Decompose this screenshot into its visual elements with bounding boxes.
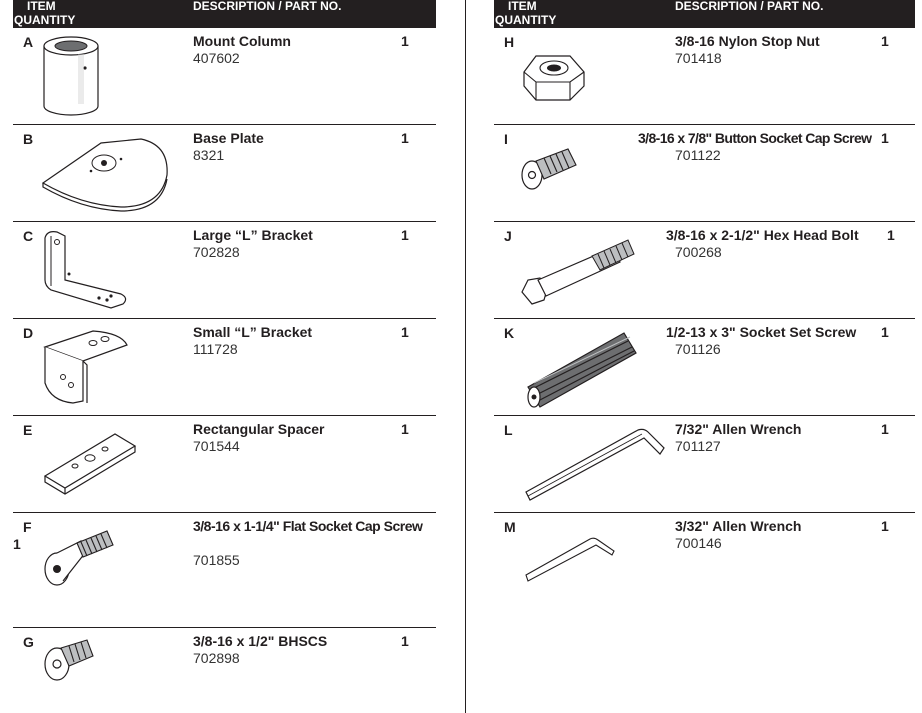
part-number: 702898 [193, 650, 240, 666]
nylon-stop-nut-icon [522, 50, 586, 102]
part-name: 3/8-16 x 1-1/4" Flat Socket Cap Screw [193, 518, 423, 534]
part-name: 3/8-16 Nylon Stop Nut [675, 33, 820, 49]
part-name: 3/8-16 x 1/2" BHSCS [193, 633, 328, 649]
mount-column-icon [41, 34, 101, 120]
part-name: Large “L” Bracket [193, 227, 313, 243]
part-letter: D [23, 325, 34, 341]
header-quantity: QUANTITY [495, 13, 557, 27]
header-quantity: QUANTITY [14, 13, 76, 27]
part-quantity: 1 [881, 421, 889, 437]
flat-socket-cap-screw-icon [43, 531, 115, 587]
part-letter: K [504, 325, 515, 341]
part-number: 407602 [193, 50, 240, 66]
part-number: 701122 [675, 147, 721, 163]
part-row-m [494, 513, 915, 609]
part-name: 3/32" Allen Wrench [675, 518, 802, 534]
table-header [13, 0, 436, 28]
part-number: 701544 [193, 438, 240, 454]
part-number: 700268 [675, 244, 722, 260]
part-quantity: 1 [401, 33, 409, 49]
parts-column-left [13, 0, 436, 713]
part-letter: I [504, 131, 508, 147]
part-quantity: 1 [881, 324, 889, 340]
part-letter: A [23, 34, 34, 50]
part-quantity: 1 [881, 130, 889, 146]
hex-head-bolt-icon [520, 232, 636, 308]
part-letter: H [504, 34, 515, 50]
part-letter: F [23, 519, 32, 535]
allen-wrench-large-icon [524, 426, 668, 500]
part-row-h [494, 28, 915, 125]
parts-column-right [494, 0, 915, 713]
bhscs-icon [43, 636, 99, 684]
part-row-j [494, 222, 915, 319]
part-row-f [13, 513, 436, 628]
part-row-i [494, 125, 915, 222]
part-quantity: 1 [13, 536, 21, 552]
part-name: 1/2-13 x 3" Socket Set Screw [666, 324, 857, 340]
table-header [494, 0, 915, 28]
part-number: 702828 [193, 244, 240, 260]
part-row-d [13, 319, 436, 416]
part-quantity: 1 [881, 518, 889, 534]
part-name: Small “L” Bracket [193, 324, 313, 340]
part-name: 3/8-16 x 2-1/2" Hex Head Bolt [666, 227, 859, 243]
small-l-bracket-icon [43, 327, 133, 409]
part-quantity: 1 [401, 227, 409, 243]
column-divider [465, 0, 466, 713]
part-number: 700146 [675, 535, 722, 551]
part-letter: L [504, 422, 513, 438]
part-number: 701418 [675, 50, 722, 66]
rectangular-spacer-icon [43, 432, 139, 494]
header-description: DESCRIPTION / PART NO. [675, 0, 824, 13]
part-name: Base Plate [193, 130, 264, 146]
part-row-c [13, 222, 436, 319]
button-socket-cap-screw-icon [520, 147, 580, 191]
part-row-e [13, 416, 436, 513]
part-letter: G [23, 634, 34, 650]
header-item: ITEM [508, 0, 537, 13]
part-row-l [494, 416, 915, 513]
part-name: Mount Column [193, 33, 291, 49]
part-letter: E [23, 422, 33, 438]
part-name: 3/8-16 x 7/8" Button Socket Cap Screw [638, 130, 872, 146]
part-letter: M [504, 519, 516, 535]
part-row-g [13, 628, 436, 713]
part-quantity: 1 [881, 33, 889, 49]
part-row-k [494, 319, 915, 416]
part-quantity: 1 [401, 324, 409, 340]
part-number: 701855 [193, 552, 240, 568]
part-row-b [13, 125, 436, 222]
part-quantity: 1 [401, 633, 409, 649]
part-row-a [13, 28, 436, 125]
part-number: 701126 [675, 341, 721, 357]
base-plate-icon [41, 135, 171, 210]
header-description: DESCRIPTION / PART NO. [193, 0, 342, 13]
part-name: Rectangular Spacer [193, 421, 325, 437]
part-number: 8321 [193, 147, 225, 163]
part-number: 111728 [193, 341, 238, 357]
part-quantity: 1 [401, 421, 409, 437]
allen-wrench-small-icon [524, 537, 616, 581]
part-letter: J [504, 228, 512, 244]
part-name: 7/32" Allen Wrench [675, 421, 802, 437]
part-number: 701127 [675, 438, 721, 454]
part-letter: B [23, 131, 34, 147]
large-l-bracket-icon [41, 228, 131, 310]
part-quantity: 1 [887, 227, 895, 243]
part-quantity: 1 [401, 130, 409, 146]
part-letter: C [23, 228, 34, 244]
socket-set-screw-icon [524, 329, 640, 409]
header-item: ITEM [27, 0, 56, 13]
